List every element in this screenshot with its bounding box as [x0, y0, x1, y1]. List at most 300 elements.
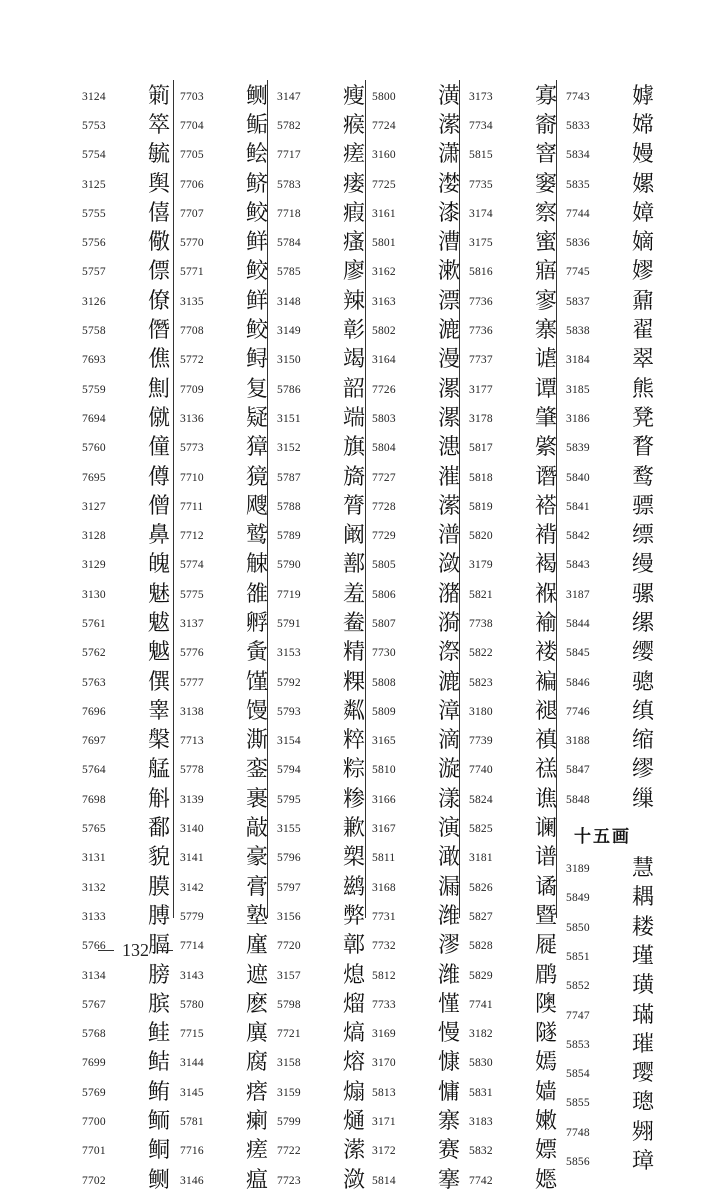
char-code: 7705 — [180, 149, 204, 162]
char-entry — [372, 434, 468, 463]
char-entry — [469, 727, 565, 756]
char-entry — [277, 258, 373, 287]
char-code: 3173 — [469, 90, 493, 103]
char-entry — [277, 844, 373, 873]
char-code: 3158 — [277, 1057, 301, 1070]
char-code: 7709 — [180, 383, 204, 396]
char-code: 3152 — [277, 442, 301, 455]
char-code: 5844 — [566, 617, 590, 630]
char-glyph: 褡 — [534, 493, 557, 519]
entry-column — [372, 82, 468, 1195]
char-entry — [277, 727, 373, 756]
char-entry — [82, 170, 178, 199]
char-code: 5812 — [372, 969, 396, 982]
char-entry — [566, 1089, 662, 1118]
char-code: 5820 — [469, 530, 493, 543]
char-entry — [180, 551, 276, 580]
char-entry — [372, 580, 468, 609]
char-code: 3150 — [277, 354, 301, 367]
char-code: 5774 — [180, 559, 204, 572]
char-entry — [180, 932, 276, 961]
char-entry — [82, 463, 178, 492]
char-entry — [180, 82, 276, 111]
char-entry — [82, 697, 178, 726]
char-glyph: 鲛 — [245, 259, 268, 285]
char-code: 7740 — [469, 764, 493, 777]
char-glyph: 潋 — [342, 1167, 365, 1193]
char-glyph: 潴 — [437, 581, 460, 607]
char-entry — [566, 1118, 662, 1147]
char-entry — [566, 884, 662, 913]
char-glyph: 鲗 — [147, 1167, 170, 1193]
char-glyph: 熇 — [342, 1021, 365, 1047]
char-code: 3129 — [82, 559, 106, 572]
char-glyph: 雒 — [245, 581, 268, 607]
char-code: 5803 — [372, 412, 396, 425]
char-glyph: 谰 — [534, 816, 557, 842]
char-entry — [566, 697, 662, 726]
char-code: 7746 — [566, 705, 590, 718]
char-code: 5815 — [469, 149, 493, 162]
char-glyph: 粼 — [342, 698, 365, 724]
char-code: 5759 — [82, 383, 106, 396]
char-entry — [372, 873, 468, 902]
char-glyph: 骡 — [631, 581, 654, 607]
char-code: 7717 — [277, 149, 301, 162]
char-code: 3149 — [277, 325, 301, 338]
char-entry — [277, 697, 373, 726]
char-glyph: 瘦 — [342, 83, 365, 109]
char-glyph: 寤 — [534, 259, 557, 285]
char-glyph: 端 — [342, 405, 365, 431]
char-glyph: 寨 — [534, 318, 557, 344]
char-glyph: 慷 — [437, 1050, 460, 1076]
char-code: 5782 — [277, 119, 301, 132]
char-glyph: 廙 — [245, 1021, 268, 1047]
char-entry — [180, 697, 276, 726]
char-entry — [469, 873, 565, 902]
char-code: 7728 — [372, 500, 396, 513]
char-glyph: 翠 — [631, 347, 654, 373]
char-glyph: 竭 — [342, 347, 365, 373]
char-entry — [566, 492, 662, 521]
char-entry — [82, 756, 178, 785]
char-code: 3156 — [277, 910, 301, 923]
char-glyph: 嫘 — [631, 171, 654, 197]
char-entry — [180, 609, 276, 638]
char-glyph: 魅 — [147, 581, 170, 607]
char-code: 3148 — [277, 295, 301, 308]
char-entry — [180, 316, 276, 345]
char-entry — [469, 141, 565, 170]
char-glyph: 熄 — [342, 962, 365, 988]
char-code: 3135 — [180, 295, 204, 308]
char-entry — [372, 756, 468, 785]
char-glyph: 潇 — [437, 142, 460, 168]
char-code: 7715 — [180, 1028, 204, 1041]
char-entry — [566, 1060, 662, 1089]
char-glyph: 斛 — [147, 786, 170, 812]
char-code: 3185 — [566, 383, 590, 396]
char-code: 7707 — [180, 207, 204, 220]
char-entry — [82, 375, 178, 404]
char-code: 5819 — [469, 500, 493, 513]
char-glyph: 阚 — [342, 523, 365, 549]
char-code: 7723 — [277, 1174, 301, 1187]
char-code: 3159 — [277, 1086, 301, 1099]
char-glyph: 瘟 — [245, 1167, 268, 1193]
char-code: 5835 — [566, 178, 590, 191]
char-code: 7700 — [82, 1116, 106, 1129]
char-entry — [372, 1078, 468, 1107]
char-code: 7730 — [372, 647, 396, 660]
char-entry — [566, 785, 662, 814]
char-glyph: 屣 — [534, 933, 557, 959]
char-code: 3181 — [469, 852, 493, 865]
char-entry — [82, 521, 178, 550]
char-entry — [469, 492, 565, 521]
char-glyph: 隩 — [534, 991, 557, 1017]
char-glyph: 璎 — [631, 1061, 654, 1087]
char-code: 3161 — [372, 207, 396, 220]
char-entry — [180, 111, 276, 140]
char-glyph: 膀 — [147, 962, 170, 988]
char-code: 7736 — [469, 295, 493, 308]
char-entry — [277, 580, 373, 609]
char-code: 3139 — [180, 793, 204, 806]
char-glyph: 嫡 — [631, 230, 654, 256]
char-entry — [180, 258, 276, 287]
char-entry — [566, 346, 662, 375]
char-glyph: 糁 — [342, 786, 365, 812]
char-glyph: 褕 — [534, 610, 557, 636]
char-code: 5757 — [82, 266, 106, 279]
char-entry — [82, 199, 178, 228]
char-entry — [180, 1049, 276, 1078]
char-entry — [82, 844, 178, 873]
char-glyph: 漉 — [437, 669, 460, 695]
char-code: 3142 — [180, 881, 204, 894]
char-code: 5800 — [372, 90, 396, 103]
char-code: 7710 — [180, 471, 204, 484]
char-entry — [372, 141, 468, 170]
char-code: 3130 — [82, 588, 106, 601]
char-entry — [277, 990, 373, 1019]
entry-column — [277, 82, 373, 1195]
char-entry — [180, 756, 276, 785]
char-code: 5755 — [82, 207, 106, 220]
char-code: 5848 — [566, 793, 590, 806]
char-code: 7704 — [180, 119, 204, 132]
char-glyph: 潍 — [437, 962, 460, 988]
char-entry — [372, 727, 468, 756]
char-entry — [372, 82, 468, 111]
char-code: 3171 — [372, 1116, 396, 1129]
char-glyph: 精 — [342, 640, 365, 666]
char-glyph: 慬 — [437, 991, 460, 1017]
char-entry — [82, 141, 178, 170]
char-code: 5765 — [82, 823, 106, 836]
char-glyph: 馒 — [245, 698, 268, 724]
char-code: 5786 — [277, 383, 301, 396]
char-glyph: 缩 — [631, 728, 654, 754]
char-glyph: 隧 — [534, 1021, 557, 1047]
char-entry — [180, 1166, 276, 1195]
char-code: 5796 — [277, 852, 301, 865]
char-code: 3164 — [372, 354, 396, 367]
char-code: 7733 — [372, 998, 396, 1011]
char-code: 5773 — [180, 442, 204, 455]
entry-column — [180, 82, 276, 1195]
char-entry — [566, 727, 662, 756]
char-entry — [180, 990, 276, 1019]
char-code: 5806 — [372, 588, 396, 601]
char-entry — [469, 639, 565, 668]
char-code: 7739 — [469, 735, 493, 748]
char-glyph: 嫱 — [534, 1079, 557, 1105]
char-glyph: 漫 — [437, 347, 460, 373]
char-code: 5776 — [180, 647, 204, 660]
char-glyph: 鼐 — [631, 288, 654, 314]
char-entry — [469, 375, 565, 404]
char-entry — [372, 609, 468, 638]
char-entry — [82, 668, 178, 697]
char-entry — [469, 82, 565, 111]
char-glyph: 漉 — [437, 318, 460, 344]
char-glyph: 鲙 — [245, 142, 268, 168]
char-code: 5837 — [566, 295, 590, 308]
char-code: 7738 — [469, 617, 493, 630]
char-glyph: 膏 — [245, 874, 268, 900]
char-entry — [372, 990, 468, 1019]
char-code: 3168 — [372, 881, 396, 894]
char-code: 5756 — [82, 237, 106, 250]
char-glyph: 麽 — [245, 991, 268, 1017]
char-glyph: 蜜 — [534, 230, 557, 256]
char-glyph: 漾 — [437, 786, 460, 812]
char-code: 7737 — [469, 354, 493, 367]
char-glyph: 搴 — [437, 1167, 460, 1193]
entry-column — [566, 82, 662, 1177]
char-glyph: 鹫 — [245, 523, 268, 549]
char-glyph: 澉 — [437, 845, 460, 871]
char-code: 7713 — [180, 735, 204, 748]
char-entry — [180, 961, 276, 990]
char-glyph: 裹 — [245, 786, 268, 812]
char-entry — [372, 463, 468, 492]
char-glyph: 鲒 — [147, 1050, 170, 1076]
char-entry — [372, 111, 468, 140]
char-entry — [566, 258, 662, 287]
char-entry — [566, 199, 662, 228]
char-entry — [372, 1137, 468, 1166]
char-code: 5853 — [566, 1038, 590, 1051]
char-code: 5770 — [180, 237, 204, 250]
char-glyph: 翙 — [631, 1119, 654, 1145]
char-entry — [566, 668, 662, 697]
char-entry — [277, 170, 373, 199]
char-code: 7743 — [566, 90, 590, 103]
char-code: 3177 — [469, 383, 493, 396]
char-entry — [469, 1107, 565, 1136]
char-glyph: 獍 — [245, 464, 268, 490]
char-entry — [469, 580, 565, 609]
char-glyph: 辣 — [342, 288, 365, 314]
char-code: 3134 — [82, 969, 106, 982]
char-entry — [180, 199, 276, 228]
char-glyph: 翟 — [631, 318, 654, 344]
char-code: 3174 — [469, 207, 493, 220]
char-code: 5846 — [566, 676, 590, 689]
char-code: 7735 — [469, 178, 493, 191]
char-entry — [566, 434, 662, 463]
char-glyph: 骢 — [631, 669, 654, 695]
char-code: 3162 — [372, 266, 396, 279]
char-code: 3182 — [469, 1028, 493, 1041]
char-glyph: 艋 — [147, 757, 170, 783]
char-code: 5780 — [180, 998, 204, 1011]
char-entry — [82, 727, 178, 756]
char-glyph: 瘊 — [342, 112, 365, 138]
char-entry — [469, 463, 565, 492]
char-code: 7722 — [277, 1145, 301, 1158]
char-glyph: 魆 — [147, 640, 170, 666]
char-glyph: 瑾 — [631, 943, 654, 969]
char-glyph: 儆 — [147, 230, 170, 256]
char-entry — [180, 434, 276, 463]
char-entry — [180, 287, 276, 316]
char-code: 5794 — [277, 764, 301, 777]
char-code: 5811 — [372, 852, 396, 865]
char-entry — [469, 697, 565, 726]
char-glyph: 嫖 — [534, 1138, 557, 1164]
char-code: 7727 — [372, 471, 396, 484]
char-entry — [469, 521, 565, 550]
char-glyph: 夤 — [245, 640, 268, 666]
char-entry — [469, 1078, 565, 1107]
char-code: 5831 — [469, 1086, 493, 1099]
char-glyph: 鄯 — [342, 552, 365, 578]
char-glyph: 褪 — [534, 698, 557, 724]
char-entry — [469, 785, 565, 814]
char-entry — [469, 199, 565, 228]
char-glyph: 鲜 — [245, 288, 268, 314]
char-code: 5781 — [180, 1116, 204, 1129]
char-glyph: 鄱 — [147, 816, 170, 842]
char-entry — [180, 170, 276, 199]
char-glyph: 瘩 — [245, 1079, 268, 1105]
char-entry — [372, 199, 468, 228]
char-code: 3169 — [372, 1028, 396, 1041]
char-code: 3143 — [180, 969, 204, 982]
char-code: 3125 — [82, 178, 106, 191]
char-code: 3145 — [180, 1086, 204, 1099]
char-code: 7726 — [372, 383, 396, 396]
char-code: 5836 — [566, 237, 590, 250]
char-glyph: 窭 — [534, 171, 557, 197]
char-entry — [372, 785, 468, 814]
char-entry — [469, 961, 565, 990]
char-glyph: 潆 — [342, 1138, 365, 1164]
char-entry — [469, 316, 565, 345]
char-glyph: 廑 — [245, 933, 268, 959]
char-glyph: 膂 — [342, 493, 365, 519]
char-entry — [180, 1137, 276, 1166]
char-glyph: 腐 — [245, 1050, 268, 1076]
char-glyph: 缧 — [631, 610, 654, 636]
char-entry — [566, 404, 662, 433]
char-entry — [372, 639, 468, 668]
char-entry — [180, 844, 276, 873]
char-glyph: 韶 — [342, 376, 365, 402]
char-code: 3137 — [180, 617, 204, 630]
char-entry — [180, 375, 276, 404]
char-code: 7706 — [180, 178, 204, 191]
char-glyph: 嫜 — [631, 200, 654, 226]
char-code: 7734 — [469, 119, 493, 132]
char-glyph: 寡 — [534, 83, 557, 109]
char-code: 3124 — [82, 90, 106, 103]
char-entry — [277, 521, 373, 550]
char-code: 5807 — [372, 617, 396, 630]
char-glyph: 漏 — [437, 874, 460, 900]
char-code: 7711 — [180, 500, 204, 513]
char-entry — [82, 258, 178, 287]
char-glyph: 槃 — [147, 728, 170, 754]
char-entry — [469, 1137, 565, 1166]
char-code: 7694 — [82, 412, 106, 425]
char-entry — [566, 1001, 662, 1030]
char-glyph: 瘥 — [342, 142, 365, 168]
char-entry — [277, 609, 373, 638]
char-glyph: 窬 — [534, 112, 557, 138]
char-glyph: 慵 — [437, 1079, 460, 1105]
char-entry — [277, 873, 373, 902]
char-code: 5827 — [469, 910, 493, 923]
char-glyph: 滴 — [437, 728, 460, 754]
char-code: 5761 — [82, 617, 106, 630]
char-code: 3165 — [372, 735, 396, 748]
char-code: 5789 — [277, 530, 301, 543]
char-glyph: 僖 — [147, 200, 170, 226]
char-glyph: 赛 — [437, 1138, 460, 1164]
char-code: 5804 — [372, 442, 396, 455]
char-glyph: 遮 — [245, 962, 268, 988]
char-code: 5854 — [566, 1068, 590, 1081]
char-glyph: 漤 — [437, 171, 460, 197]
char-glyph: 璜 — [631, 973, 654, 999]
char-code: 5826 — [469, 881, 493, 894]
char-entry — [469, 1049, 565, 1078]
char-glyph: 瘘 — [342, 171, 365, 197]
char-glyph: 瞀 — [631, 435, 654, 461]
char-code: 3187 — [566, 588, 590, 601]
char-code: 5801 — [372, 237, 396, 250]
char-entry — [469, 258, 565, 287]
char-entry — [82, 82, 178, 111]
char-code: 3138 — [180, 705, 204, 718]
char-code: 5825 — [469, 823, 493, 836]
char-glyph: 褊 — [534, 669, 557, 695]
char-code: 3144 — [180, 1057, 204, 1070]
char-glyph: 璋 — [631, 1149, 654, 1175]
char-entry — [82, 316, 178, 345]
char-entry — [566, 942, 662, 971]
char-entry — [372, 814, 468, 843]
char-entry — [566, 287, 662, 316]
char-entry — [82, 1137, 178, 1166]
char-code: 5797 — [277, 881, 301, 894]
